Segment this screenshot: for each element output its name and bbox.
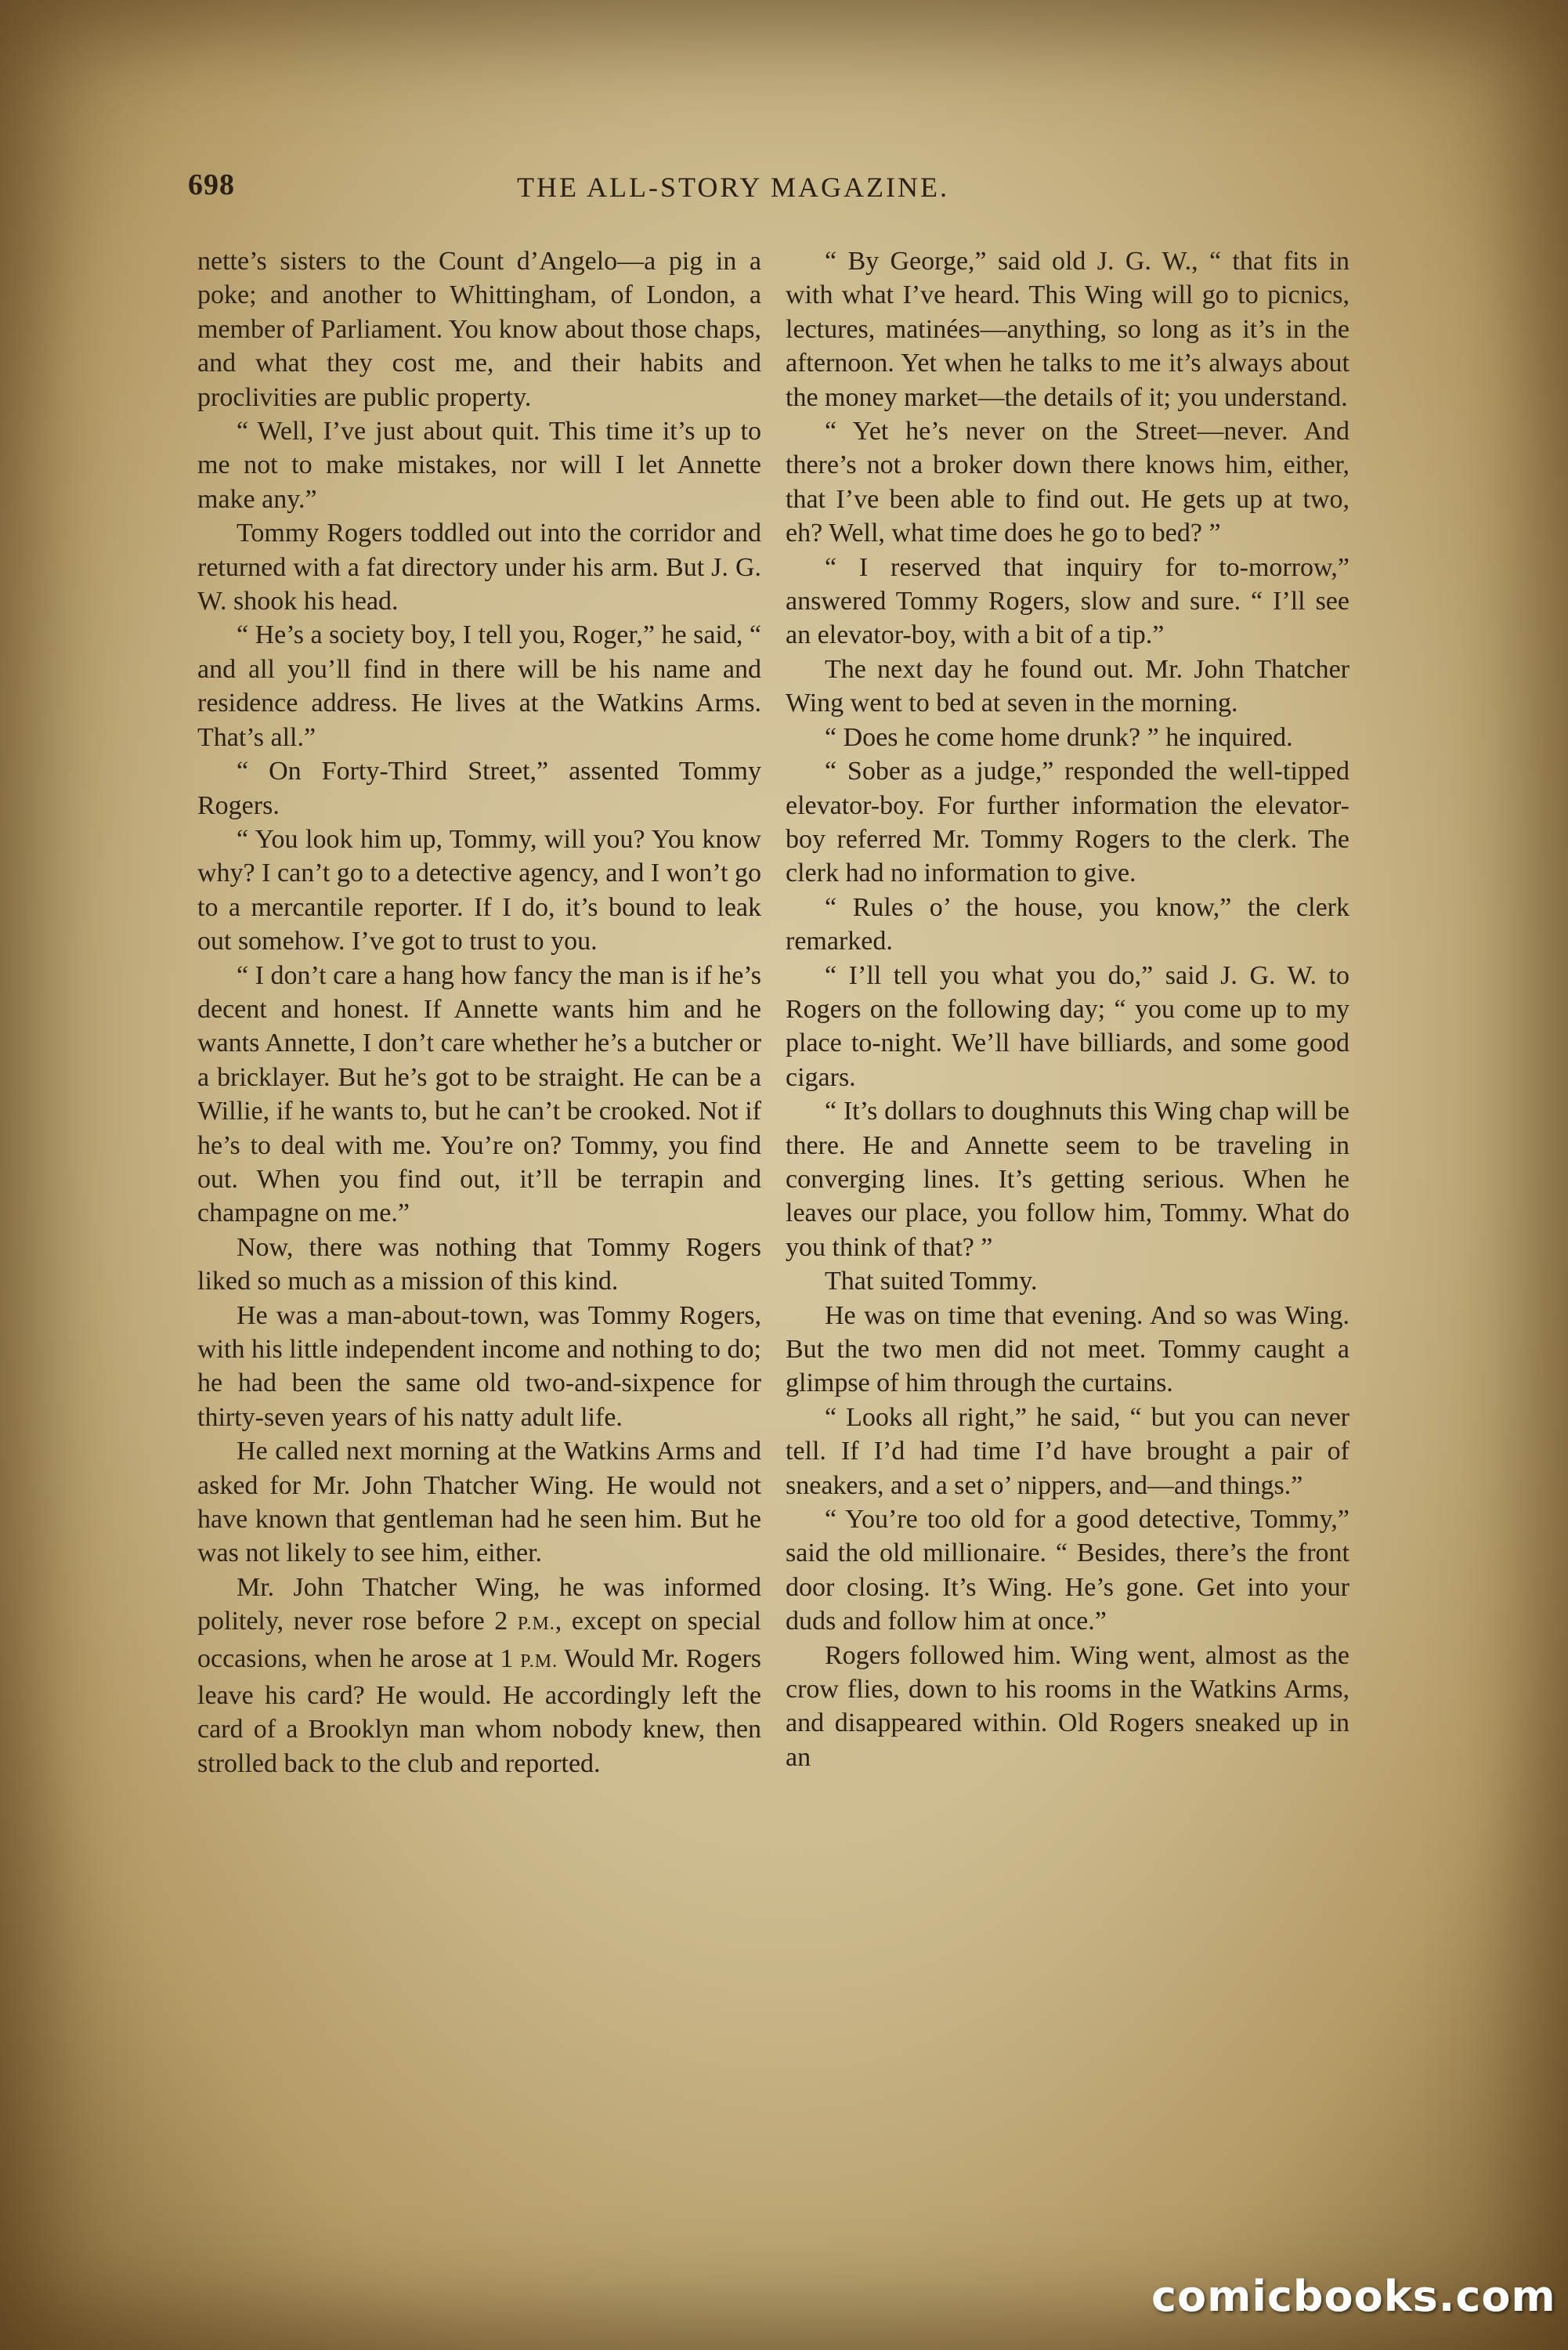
paragraph: The next day he found out. Mr. John Thatcher Wing went to bed at seven in the morning. (786, 654, 1349, 718)
paragraph: “ I reserved that inquiry for to-morrow,” answered Tommy Rogers, slow and sure. “ I’ll see an elevator-boy, with a bit of a tip.” (786, 552, 1349, 650)
paragraph: He was on time that evening. And so was Wing. But the two men did not meet. Tommy caught a glimpse of him through the curtains. (786, 1300, 1349, 1398)
page-header (188, 168, 1363, 215)
paragraph: “ You look him up, Tommy, will you? You know why? I can’t go to a detective agency, and I won’t go to a mercantile reporter. If I do, it’s bound to leak out somehow. I’ve got to trust to you. (197, 824, 761, 956)
paragraph: “ Does he come home drunk? ” he inquired. (825, 722, 1293, 752)
paragraph-text: Would Mr. Rogers leave his card? He would. He accordingly left the card of a Brooklyn man whom nobody knew, then strolled back to the club and reported. (197, 1643, 761, 1778)
paragraph: “ I’ll tell you what you do,” said J. G. W. to Rogers on the following day; “ you come up to my place to-night. We’ll have billiards, and some good cigars. (786, 960, 1349, 1092)
paragraph: Now, there was nothing that Tommy Rogers liked so much as a mission of this kind. (197, 1232, 761, 1296)
paragraph: “ He’s a society boy, I tell you, Roger,” he said, “ and all you’ll find in there will be his name and residence address. He lives at the Watkins Arms. That’s all.” (197, 620, 761, 752)
paragraph: “ Looks all right,” he said, “ but you can never tell. If I’d had time I’d have brought a pair of sneakers, and a set o’ nippers, and—and things.” (786, 1402, 1349, 1500)
pm-abbreviation: P.M. (517, 1614, 555, 1635)
paragraph: “ I don’t care a hang how fancy the man is if he’s decent and honest. If Annette wants him and he wants Annette, I don’t care whether he’s a butcher or a bricklayer. But he’s got to be straight. He can be a Willie, if he wants to, but he can’t be crooked. Not if he’s to deal with me. You’re on? Tommy, you find out. When you find out, it’ll be terrapin and champagne on me.” (197, 960, 761, 1228)
paragraph: “ You’re too old for a good detective, Tommy,” said the old millionaire. “ Besides, there’s the front door closing. It’s Wing. He’s gone. Get into your duds and follow him at once.” (786, 1505, 1349, 1636)
paragraph: “ On Forty-Third Street,” assented Tommy Rogers. (197, 757, 761, 820)
paragraph: “ Yet he’s never on the Street—never. And there’s not a broker down there knows him, either, that I’ve been able to find out. He gets up at two, eh? Well, what time does he go to bed? ” (786, 417, 1349, 548)
paragraph: He was a man-about-town, was Tommy Rogers, with his little independent income and nothing to do; he had been the same old two-and-sixpence for thirty-seven years of his natty adult life. (197, 1300, 761, 1432)
paragraph: “ It’s dollars to doughnuts this Wing chap will be there. He and Annette seem to be traveling in converging lines. It’s getting serious. When he leaves our place, you follow him, Tommy. What do you think of that? ” (786, 1097, 1349, 1262)
pm-abbreviation: P.M. (520, 1650, 558, 1672)
paragraph: That suited Tommy. (825, 1267, 1038, 1296)
paragraph (197, 1571, 761, 1781)
paragraph: “ Sober as a judge,” responded the well-tipped elevator-boy. For further information the elevator-boy referred Mr. Tommy Rogers to the clerk. The clerk had no information to give. (786, 757, 1349, 888)
running-title: THE ALL-STORY MAGAZINE. (517, 172, 949, 203)
paragraph: “ By George,” said old J. G. W., “ that fits in with what I’ve heard. This Wing will go to picnics, lectures, matinées—anything, so long as it’s in the afternoon. Yet when he talks to me it’s always about the money market—the details of it; you understand. (786, 247, 1349, 412)
source-watermark: comicbooks.com (1151, 2272, 1556, 2321)
right-column (786, 244, 1349, 1774)
paragraph-text: Mr. John Thatcher Wing, he was informed politely, never rose before 2 (197, 1572, 761, 1636)
paragraph: “ Well, I’ve just about quit. This time it’s up to me not to make mistakes, nor will I let Annette make any.” (197, 417, 761, 514)
paragraph: Rogers followed him. Wing went, almost as the crow flies, down to his rooms in the Watkins Arms, and disappeared within. Old Rogers sneaked up in an (786, 1640, 1349, 1772)
left-column (197, 244, 761, 1781)
paragraph: He called next morning at the Watkins Arms and asked for Mr. John Thatcher Wing. He would not have known that gentleman had he seen him. But he was not likely to see him, either. (197, 1437, 761, 1568)
paragraph: “ Rules o’ the house, you know,” the clerk remarked. (786, 892, 1349, 956)
paragraph: nette’s sisters to the Count d’Angelo—a pig in a poke; and another to Whittingham, of London, a member of Parliament. You know about those chaps, and what they cost me, and their habits and proclivities are public property. (197, 247, 761, 412)
paragraph-text: , except on special occasions, when he arose at 1 (197, 1607, 761, 1673)
paragraph: Tommy Rogers toddled out into the corridor and returned with a fat directory under his arm. But J. G. W. shook his head. (197, 519, 761, 616)
page-number: 698 (188, 168, 235, 201)
